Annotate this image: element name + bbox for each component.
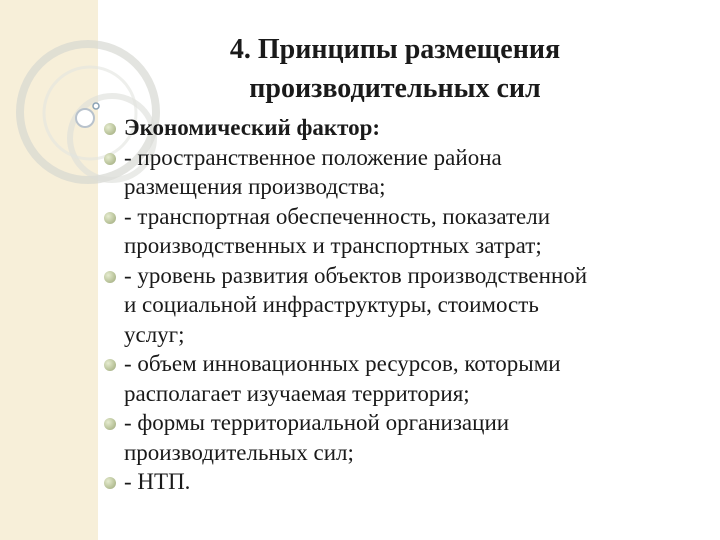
list-item-line: - объем инновационных ресурсов, которыми [124, 351, 561, 376]
bullet-icon [104, 359, 116, 371]
list-item-line: размещения производства; [124, 174, 386, 199]
bullet-icon [104, 477, 116, 489]
list-item-line: и социальной инфраструктуры, стоимость [124, 292, 539, 317]
list-item [104, 202, 710, 261]
factor-list [104, 113, 710, 497]
list-item-line: производительных сил; [124, 439, 354, 465]
list-item-line: располагает изучаемая территория; [124, 380, 470, 406]
list-item [104, 261, 710, 350]
decor-dot-large [76, 109, 94, 127]
bullet-icon [104, 418, 116, 430]
list-item-line: - уровень развития объектов производственной [124, 262, 588, 288]
list-item-line: - формы территориальной организации [124, 410, 510, 435]
list-item-line: услуг; [124, 321, 185, 347]
list-item-line: производственных и транспортных затрат; [124, 233, 542, 258]
list-item-line: - пространственное положение района [124, 144, 502, 170]
title-line: производительных сил [249, 73, 541, 104]
title-line: 4. Принципы размещения [229, 34, 561, 65]
bullet-icon [104, 271, 116, 283]
list-item-line: - НТП. [124, 469, 191, 494]
bullet-icon [104, 212, 116, 224]
list-item-line: - транспортная обеспеченность, показатели [124, 203, 551, 229]
list-heading [104, 113, 710, 143]
decor-dot-small [93, 103, 99, 109]
list-item-line: Экономический фактор: [124, 115, 381, 140]
bullet-icon [104, 123, 116, 135]
list-item [104, 143, 710, 202]
slide-title [120, 30, 670, 108]
list-item [104, 467, 710, 497]
list-item [104, 349, 710, 408]
list-item [104, 408, 710, 467]
bullet-icon [104, 153, 116, 165]
